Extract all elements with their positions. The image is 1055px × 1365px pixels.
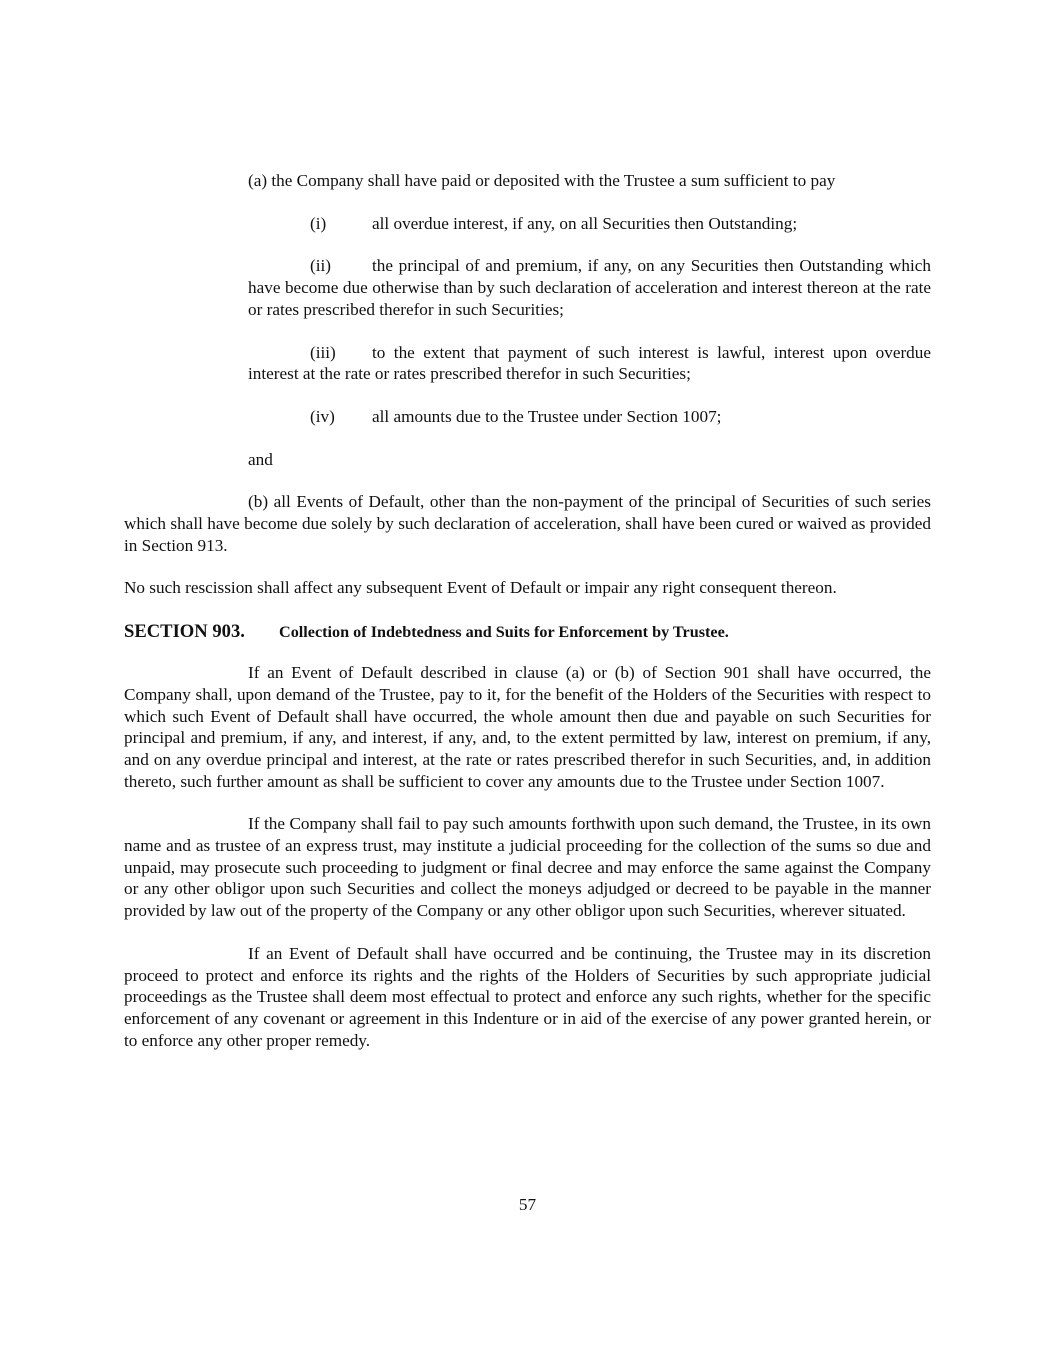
body-paragraph: If an Event of Default shall have occurred and be continuing, the Trustee may in its discretion proceed to protect and enforce its rights and the rights of the Holders of Securities by such appropriate judicial proceedings as the Trustee shall deem most effectual to protect and enforce any such rights, whether for the specific enforcement of any covenant or agreement in this Indenture or in aid of the exercise of any power granted herein, or to enforce any other proper remedy. [124,943,931,1050]
clause-b: (b) all Events of Default, other than the non-payment of the principal of Securities of such series which shall have become due solely by such declaration of acceleration, shall have been cured or waived as provided in Section 913. [124,492,931,555]
section-number: SECTION 903. [124,621,245,643]
item-text: all overdue interest, if any, on all Securities then Outstanding; [372,213,798,233]
item-number: (iii) [310,342,336,362]
list-item-iv [124,406,931,428]
page-number: 57 [518,1195,537,1214]
and-word: and [248,449,273,469]
list-item-ii [124,255,931,320]
body-paragraph: If the Company shall fail to pay such amounts forthwith upon such demand, the Trustee, in its own name and as trustee of an express trust, may institute a judicial proceeding for the collection of the sums so due and unpaid, may prosecute such proceeding to judgment or final decree and may enforce the same against the Company or any other obligor upon such Securities and collect the moneys adjudged or decreed to be payable in the manner provided by law out of the property of the Company or any other obligor upon such Securities, wherever situated. [124,814,931,921]
section-title: Collection of Indebtedness and Suits for Enforcement by Trustee. [279,623,729,642]
item-number: (iv) [310,406,335,426]
clause-a: (a) the Company shall have paid or deposited with the Trustee a sum sufficient to pay [248,171,836,190]
rescission-paragraph: No such rescission shall affect any subsequent Event of Default or impair any right consequent thereon. [124,578,837,598]
list-item-i [124,213,931,235]
item-text: all amounts due to the Trustee under Section 1007; [372,406,722,426]
item-number: (i) [310,213,327,233]
item-number: (ii) [310,256,331,276]
document-page [124,170,931,1072]
body-paragraph: If an Event of Default described in clause (a) or (b) of Section 901 shall have occurred, the Company shall, upon demand of the Trustee, pay to it, for the benefit of the Holders of the Securities with respect to which such Event of Default shall have occurred, the whole amount then due and payable on such Securities for principal and premium, if any, and interest, if any, and, to the extent permitted by law, interest on premium, if any, and on any overdue principal and interest, at the rate or rates prescribed therefor in such Securities, and, in addition thereto, such further amount as shall be sufficient to cover any amounts due to the Trustee under Section 1007. [124,663,931,791]
item-text: the principal of and premium, if any, on any Securities then Outstanding which have become due otherwise than by such declaration of acceleration and interest thereon at the rate or rates prescribed therefor in such Securities; [248,256,931,319]
list-item-iii [124,342,931,385]
item-text: to the extent that payment of such interest is lawful, interest upon overdue interest at the rate or rates prescribed therefor in such Securities; [248,342,931,384]
section-heading [124,620,931,644]
